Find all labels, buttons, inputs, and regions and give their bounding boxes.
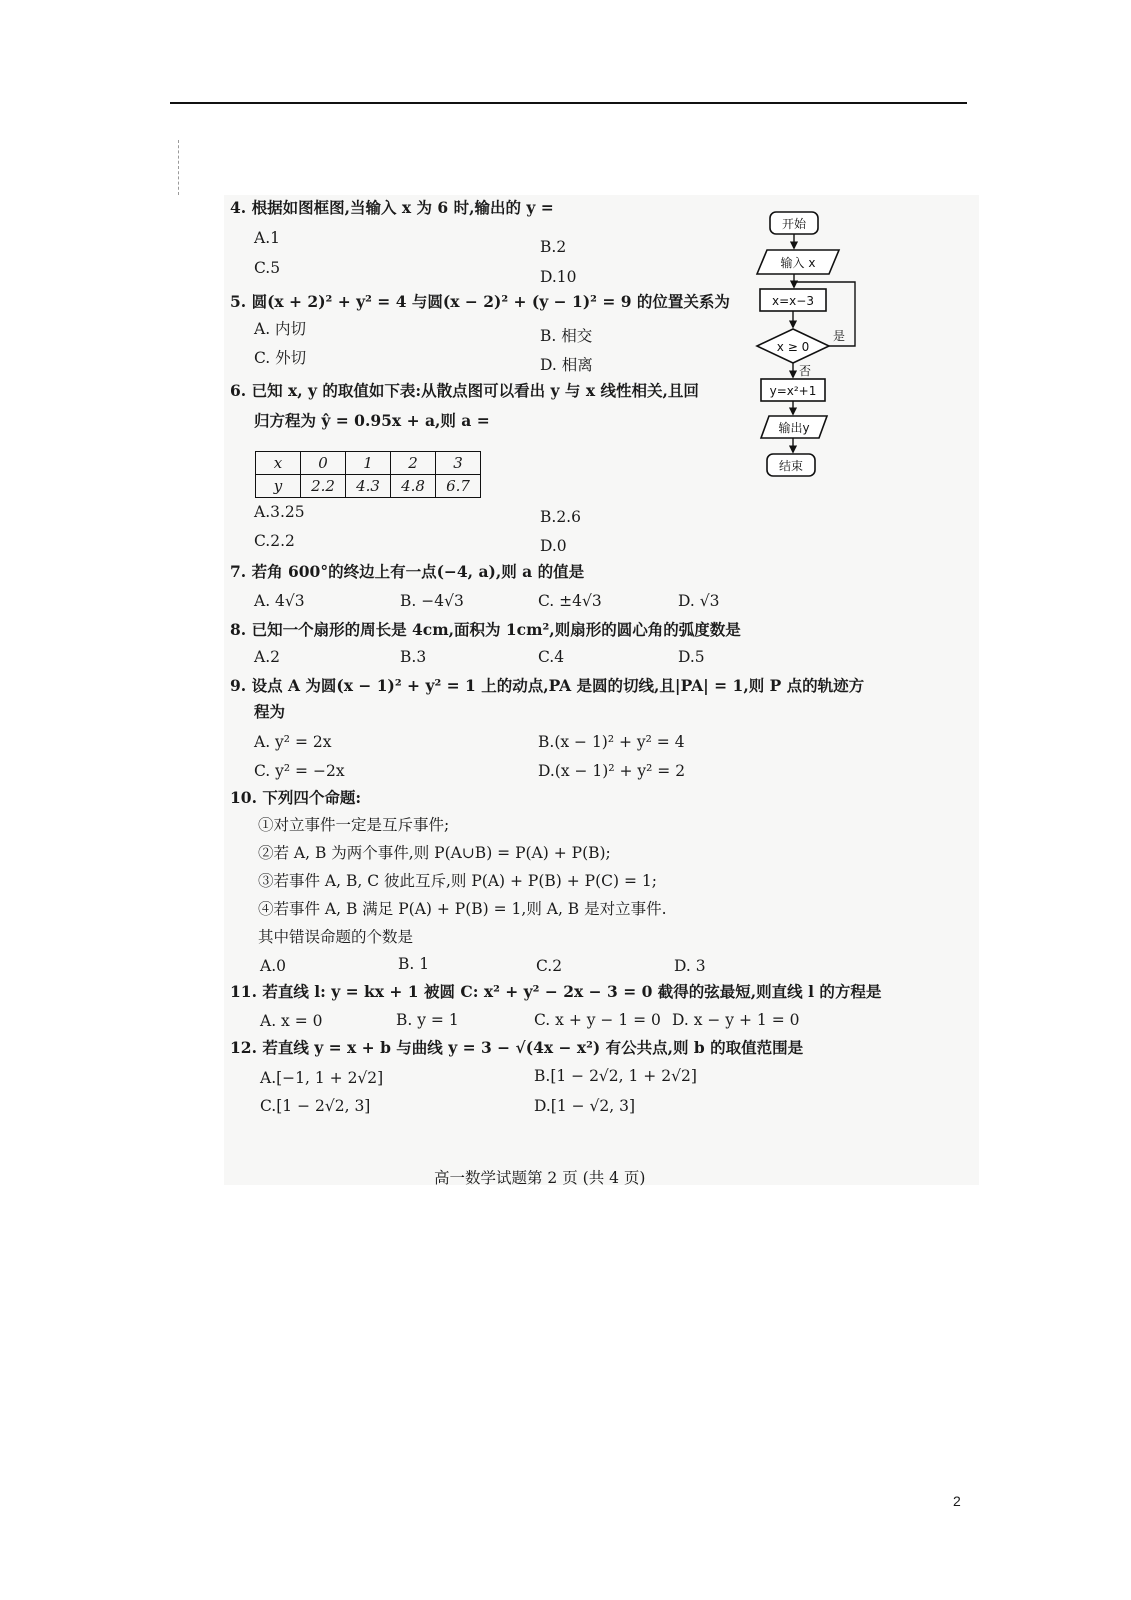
- question-11-option-a: A. x = 0: [260, 1012, 323, 1030]
- question-8-option-d: D.5: [678, 648, 705, 666]
- table-cell: 6.7: [436, 475, 481, 498]
- question-10-item-1: ①对立事件一定是互斥事件;: [258, 816, 450, 834]
- question-4-option-c: C.5: [254, 259, 281, 277]
- table-cell: 4.8: [391, 475, 436, 498]
- table-row-y: [256, 475, 481, 498]
- flowchart-diagram: [755, 210, 905, 500]
- question-6-stem-cont: 归方程为 ŷ = 0.95x + a,则 a =: [254, 411, 490, 430]
- question-10-item-3: ③若事件 A, B, C 彼此互斥,则 P(A) + P(B) + P(C) = 1;: [258, 872, 657, 890]
- question-4-option-d: D.10: [540, 268, 577, 286]
- page-footer: 高一数学试题第 2 页 (共 4 页): [434, 1169, 646, 1187]
- question-11-option-b: B. y = 1: [396, 1011, 459, 1029]
- scan-edge-mark: [178, 140, 181, 195]
- question-12-option-c: C.[1 − 2√2, 3]: [260, 1097, 371, 1115]
- question-9-option-d: D.(x − 1)² + y² = 2: [538, 762, 686, 780]
- question-9-stem: 9. 设点 A 为圆(x − 1)² + y² = 1 上的动点,PA 是圆的切线,且|PA| = 1,则 P 点的轨迹方: [230, 676, 865, 695]
- question-12-option-d: D.[1 − √2, 3]: [534, 1097, 636, 1115]
- question-5-stem: 5. 圆(x + 2)² + y² = 4 与圆(x − 2)² + (y − 1)² = 9 的位置关系为: [230, 292, 730, 311]
- question-10-stem: 10. 下列四个命题:: [230, 788, 362, 807]
- flow-no-label: 否: [799, 364, 812, 378]
- question-10-item-4: ④若事件 A, B 满足 P(A) + P(B) = 1,则 A, B 是对立事件.: [258, 900, 667, 918]
- table-cell: 2.2: [301, 475, 346, 498]
- question-12-option-b: B.[1 − 2√2, 1 + 2√2]: [534, 1067, 697, 1085]
- question-7-option-d: D. √3: [678, 592, 720, 610]
- flow-decision-label: x ≥ 0: [776, 340, 810, 354]
- question-7-stem: 7. 若角 600°的终边上有一点(−4, a),则 a 的值是: [230, 562, 585, 581]
- question-6-stem: 6. 已知 x, y 的取值如下表:从散点图可以看出 y 与 x 线性相关,且回: [230, 381, 699, 400]
- question-10-option-b: B. 1: [398, 955, 430, 973]
- question-10-option-d: D. 3: [674, 957, 706, 975]
- flow-end-node: [767, 454, 815, 476]
- question-10-option-a: A.0: [260, 957, 286, 975]
- question-11-option-d: D. x − y + 1 = 0: [672, 1011, 800, 1029]
- question-9-option-c: C. y² = −2x: [254, 762, 345, 780]
- question-9-stem-cont: 程为: [254, 702, 286, 721]
- flow-input-node: [757, 250, 839, 274]
- flow-output-node: [761, 416, 827, 438]
- flow-compute-label: y=x²+1: [769, 384, 817, 398]
- question-9-option-b: B.(x − 1)² + y² = 4: [538, 733, 685, 751]
- flow-start-node: [770, 212, 818, 234]
- table-header-x: x: [256, 452, 301, 475]
- question-4-stem: 4. 根据如图框图,当输入 x 为 6 时,输出的 y =: [230, 198, 554, 217]
- question-6-option-b: B.2.6: [540, 508, 581, 526]
- flow-output-label: 输出y: [778, 421, 810, 435]
- question-7-option-b: B. −4√3: [400, 592, 464, 610]
- question-7-option-a: A. 4√3: [254, 592, 305, 610]
- table-cell: 4.3: [346, 475, 391, 498]
- question-4-option-a: A.1: [254, 229, 280, 247]
- table-cell: 2: [391, 452, 436, 475]
- page-number: 2: [953, 1493, 961, 1509]
- question-10-question: 其中错误命题的个数是: [258, 928, 414, 946]
- question-10-option-c: C.2: [536, 957, 563, 975]
- question-10-item-2: ②若 A, B 为两个事件,则 P(A∪B) = P(A) + P(B);: [258, 844, 611, 862]
- flow-start-label: 开始: [781, 217, 807, 231]
- flow-decision-node: [757, 329, 829, 363]
- xy-value-table: [255, 451, 481, 498]
- question-5-option-c: C. 外切: [254, 349, 307, 367]
- question-12-option-a: A.[−1, 1 + 2√2]: [260, 1069, 384, 1087]
- question-7-option-c: C. ±4√3: [538, 592, 602, 610]
- question-8-option-b: B.3: [400, 648, 427, 666]
- question-5-option-a: A. 内切: [254, 320, 307, 338]
- question-4-option-b: B.2: [540, 238, 567, 256]
- question-12-stem: 12. 若直线 y = x + b 与曲线 y = 3 − √(4x − x²) 有公共点,则 b 的取值范围是: [230, 1038, 804, 1057]
- table-cell: 0: [301, 452, 346, 475]
- question-6-option-c: C.2.2: [254, 532, 295, 550]
- question-8-stem: 8. 已知一个扇形的周长是 4cm,面积为 1cm²,则扇形的圆心角的弧度数是: [230, 620, 741, 639]
- table-cell: 3: [436, 452, 481, 475]
- question-11-option-c: C. x + y − 1 = 0: [534, 1011, 661, 1029]
- question-5-option-b: B. 相交: [540, 327, 593, 345]
- question-8-option-c: C.4: [538, 648, 565, 666]
- table-header-y: y: [256, 475, 301, 498]
- flow-compute-node: [761, 379, 825, 401]
- flow-end-label: 结束: [778, 459, 804, 473]
- question-5-option-d: D. 相离: [540, 356, 593, 374]
- table-cell: 1: [346, 452, 391, 475]
- question-9-option-a: A. y² = 2x: [254, 733, 332, 751]
- flow-process-label: x=x−3: [772, 294, 814, 308]
- flow-input-label: 输入 x: [780, 256, 816, 270]
- flow-process-node: [760, 289, 826, 311]
- table-row-x: [256, 452, 481, 475]
- top-rule: [170, 102, 967, 104]
- question-6-option-a: A.3.25: [254, 503, 305, 521]
- question-8-option-a: A.2: [254, 648, 280, 666]
- question-6-option-d: D.0: [540, 537, 567, 555]
- flow-yes-label: 是: [833, 329, 846, 343]
- question-11-stem: 11. 若直线 l: y = kx + 1 被圆 C: x² + y² − 2x − 3 = 0 截得的弦最短,则直线 l 的方程是: [230, 982, 882, 1001]
